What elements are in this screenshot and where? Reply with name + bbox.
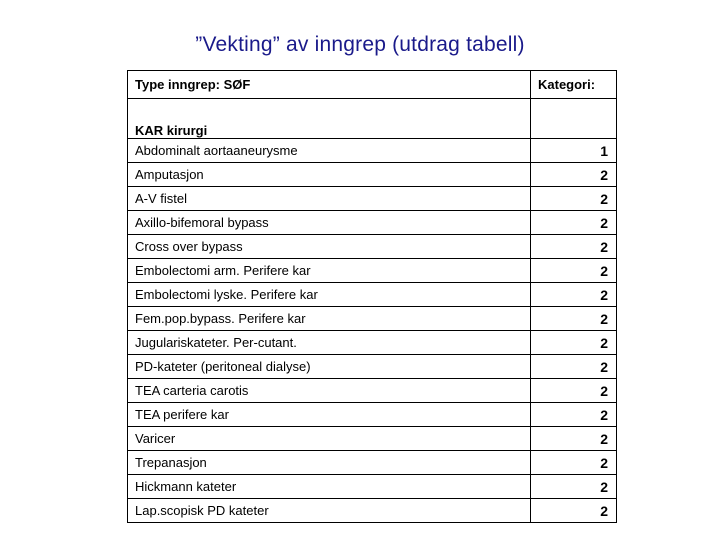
procedure-name: Embolectomi arm. Perifere kar (128, 259, 531, 283)
table-row (128, 379, 617, 403)
procedure-category: 2 (531, 235, 617, 259)
procedure-category: 2 (531, 331, 617, 355)
procedure-name: Amputasjon (128, 163, 531, 187)
procedure-name: Jugulariskateter. Per-cutant. (128, 331, 531, 355)
procedure-name: Varicer (128, 427, 531, 451)
procedure-category: 2 (531, 211, 617, 235)
procedure-category: 2 (531, 475, 617, 499)
type-header: Type inngrep: SØF (128, 71, 531, 99)
procedure-category: 2 (531, 403, 617, 427)
section-category-cell (531, 99, 617, 139)
procedure-name: PD-kateter (peritoneal dialyse) (128, 355, 531, 379)
procedure-name: TEA perifere kar (128, 403, 531, 427)
procedure-category: 2 (531, 451, 617, 475)
table-row (128, 475, 617, 499)
procedure-name: Hickmann kateter (128, 475, 531, 499)
procedure-category: 2 (531, 307, 617, 331)
table-row (128, 187, 617, 211)
category-header: Kategori: (531, 71, 617, 99)
procedure-category: 2 (531, 355, 617, 379)
table-row (128, 331, 617, 355)
section-title: KAR kirurgi (128, 99, 531, 139)
section-row (128, 99, 617, 139)
procedure-category: 2 (531, 187, 617, 211)
procedure-name: Trepanasjon (128, 451, 531, 475)
table-row (128, 235, 617, 259)
table-row (128, 211, 617, 235)
table-row (128, 139, 617, 163)
procedure-category: 2 (531, 379, 617, 403)
table-row (128, 307, 617, 331)
procedure-name: Embolectomi lyske. Perifere kar (128, 283, 531, 307)
table-row (128, 283, 617, 307)
procedure-name: Abdominalt aortaaneurysme (128, 139, 531, 163)
procedure-name: Cross over bypass (128, 235, 531, 259)
table-row (128, 403, 617, 427)
procedure-category: 2 (531, 427, 617, 451)
table-row (128, 355, 617, 379)
procedure-name: A-V fistel (128, 187, 531, 211)
procedure-category: 2 (531, 163, 617, 187)
table-row (128, 259, 617, 283)
procedure-name: Axillo-bifemoral bypass (128, 211, 531, 235)
procedure-category: 1 (531, 139, 617, 163)
table-row (128, 451, 617, 475)
procedure-category: 2 (531, 499, 617, 523)
procedure-category: 2 (531, 259, 617, 283)
procedure-name: Lap.scopisk PD kateter (128, 499, 531, 523)
procedure-category: 2 (531, 283, 617, 307)
page-title: ”Vekting” av inngrep (utdrag tabell) (195, 33, 525, 56)
procedure-table (127, 70, 617, 523)
procedure-name: Fem.pop.bypass. Perifere kar (128, 307, 531, 331)
table-row (128, 499, 617, 523)
table-row (128, 427, 617, 451)
table-row (128, 163, 617, 187)
table-header-row (128, 71, 617, 99)
procedure-name: TEA carteria carotis (128, 379, 531, 403)
